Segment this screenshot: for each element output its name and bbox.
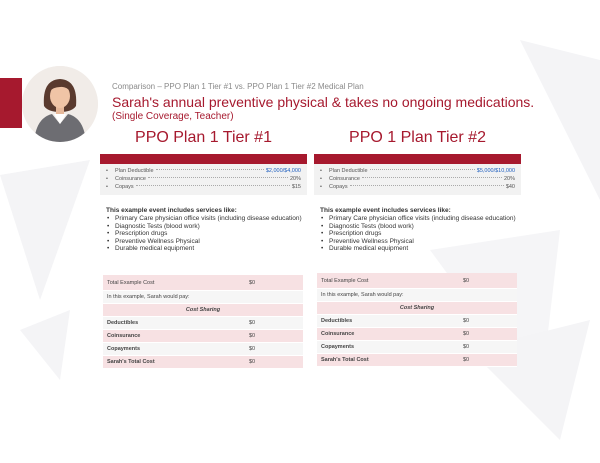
plan-column-1 bbox=[100, 128, 307, 253]
list-item: • Primary Care physician office visits (including disease education) bbox=[106, 215, 307, 223]
event-list bbox=[320, 215, 521, 253]
table-row: Sarah's Total Cost $0 bbox=[103, 356, 303, 369]
table-row: Cost Sharing bbox=[317, 302, 517, 315]
detail-row-deductible: • Plan Deductible $5,000/$10,000 bbox=[320, 168, 515, 174]
table-row: Coinsurance $0 bbox=[317, 328, 517, 341]
table-row: Deductibles $0 bbox=[317, 315, 517, 328]
plan-details bbox=[314, 164, 521, 195]
event-heading: This example event includes services like: bbox=[106, 207, 237, 214]
woman-avatar-icon bbox=[22, 66, 98, 142]
table-row: Coinsurance $0 bbox=[103, 330, 303, 343]
plan-header-bar bbox=[100, 154, 307, 164]
detail-row-deductible: • Plan Deductible $2,000/$4,000 bbox=[106, 168, 301, 174]
event-list bbox=[106, 215, 307, 253]
table-row: In this example, Sarah would pay: bbox=[317, 289, 517, 302]
list-item: • Durable medical equipment bbox=[106, 245, 307, 253]
event-heading: This example event includes services like: bbox=[320, 207, 451, 214]
avatar bbox=[22, 66, 98, 142]
list-item: • Primary Care physician office visits (including disease education) bbox=[320, 215, 521, 223]
page-subtitle: Comparison – PPO Plan 1 Tier #1 vs. PPO Plan 1 Tier #2 Medical Plan bbox=[112, 82, 364, 91]
detail-row-coinsurance: • Coinsurance 20% bbox=[320, 176, 515, 182]
cost-table-1 bbox=[103, 275, 303, 369]
table-row: Total Example Cost $0 bbox=[317, 273, 517, 289]
accent-bar bbox=[0, 78, 22, 128]
list-item: • Diagnostic Tests (blood work) bbox=[320, 223, 521, 231]
table-row: Cost Sharing bbox=[103, 304, 303, 317]
plan-header-bar bbox=[314, 154, 521, 164]
example-event bbox=[314, 207, 521, 253]
detail-row-coinsurance: • Coinsurance 20% bbox=[106, 176, 301, 182]
plan-title: PPO Plan 1 Tier #1 bbox=[135, 129, 272, 146]
table-row: Copayments $0 bbox=[103, 343, 303, 356]
cost-table-2 bbox=[317, 273, 517, 367]
plan-column-2 bbox=[314, 128, 521, 253]
list-item: • Prescription drugs bbox=[106, 230, 307, 238]
coverage-subtitle: (Single Coverage, Teacher) bbox=[112, 111, 234, 122]
detail-row-copays: • Copays $40 bbox=[320, 184, 515, 190]
table-row: Sarah's Total Cost $0 bbox=[317, 354, 517, 367]
table-row: Total Example Cost $0 bbox=[103, 275, 303, 291]
example-event bbox=[100, 207, 307, 253]
plan-title: PPO 1 Plan Tier #2 bbox=[349, 129, 486, 146]
page-title: Sarah's annual preventive physical & takes no ongoing medications. bbox=[112, 94, 535, 110]
detail-row-copays: • Copays $15 bbox=[106, 184, 301, 190]
list-item: • Durable medical equipment bbox=[320, 245, 521, 253]
list-item: • Diagnostic Tests (blood work) bbox=[106, 223, 307, 231]
list-item: • Preventive Wellness Physical bbox=[106, 238, 307, 246]
table-row: In this example, Sarah would pay: bbox=[103, 291, 303, 304]
list-item: • Prescription drugs bbox=[320, 230, 521, 238]
list-item: • Preventive Wellness Physical bbox=[320, 238, 521, 246]
table-row: Deductibles $0 bbox=[103, 317, 303, 330]
table-row: Copayments $0 bbox=[317, 341, 517, 354]
plan-details bbox=[100, 164, 307, 195]
